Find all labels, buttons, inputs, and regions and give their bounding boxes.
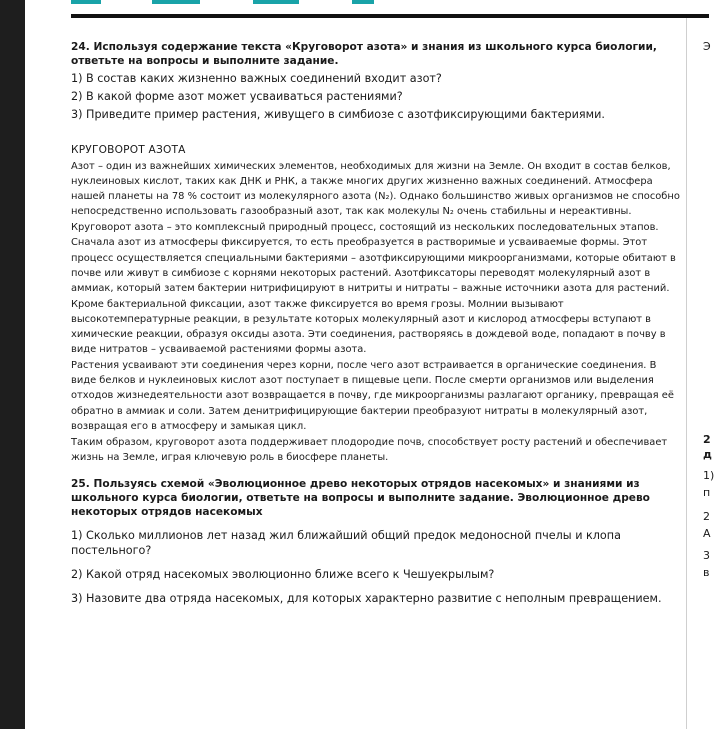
- right-fragment: Э: [703, 40, 711, 53]
- task-25-title: 25. Пользуясь схемой «Эволюционное древо некоторых отрядов насекомых» и знаниями из школьного курса биологии, ответьте на вопросы и выполните задание. Эволюционное древо некоторых отрядов насекомых: [71, 477, 650, 518]
- text-paragraph: Таким образом, круговорот азота поддерживает плодородие почв, способствует росту растений и обеспечивает жизнь на Земле, играя ключевую роль в биосфере планеты.: [71, 436, 668, 463]
- right-fragment: 2: [703, 433, 711, 446]
- task-24-question-3: 3) Приведите пример растения, живущего в симбиозе с азотфиксирующими бактериями.: [71, 108, 605, 121]
- right-column-cutoff: [703, 40, 714, 729]
- teal-accent-bar: [352, 0, 374, 4]
- teal-accent-bar: [71, 0, 101, 4]
- task-24-question-1: 1) В состав каких жизненно важных соединений входит азот?: [71, 72, 442, 85]
- text-paragraph: Азот – один из важнейших химических элементов, необходимых для жизни на Земле. Он входит в состав белков, нуклеиновых кислот, таких как ДНК и РНК, а также многих других жизненно важных соединений. Атмосфера нашей планеты на 78 % состоит из молекулярного азота (N₂). Однако большинство живых организмов не способно непосредственно использовать газообразный азот, так как молекулы N₂ очень стабильны и нереактивны.: [71, 161, 680, 218]
- task-24-title: 24. Используя содержание текста «Круговорот азота» и знания из школьного курса биологии, ответьте на вопросы и выполните задание.: [71, 41, 657, 67]
- right-fragment: д: [703, 448, 712, 461]
- text-paragraph: Кроме бактериальной фиксации, азот также фиксируется во время грозы. Молнии вызывают высокотемпературные реакции, в результате которых молекулярный азот и кислород атмосферы вступают в химические реакции, образуя оксиды азота. Эти соединения, растворяясь в дождевой воде, попадают в почву в виде нитратов – усваиваемой растениями формы азота.: [71, 298, 666, 356]
- worksheet-main-column: [71, 40, 681, 606]
- task-25-question-1: 1) Сколько миллионов лет назад жил ближайший общий предок медоносной пчелы и клопа постельного?: [71, 528, 621, 557]
- right-fragment: п: [703, 486, 711, 499]
- teal-accent-bar: [152, 0, 200, 4]
- text-paragraph: Круговорот азота – это комплексный природный процесс, состоящий из нескольких последовательных этапов. Сначала азот из атмосферы фиксируется, то есть преобразуется в растворимые и усваиваемые формы. Этот процесс осуществляется специальными бактериями – азотфиксирующими микроорганизмами, которые обитают в почве или живут в симбиозе с корнями некоторых растений. Азотфиксаторы переводят молекулярный азот в аммиак, который затем бактерии нитрифицируют в нитриты и нитраты – важные источники азота для растений.: [71, 222, 676, 294]
- right-fragment: 1): [703, 469, 714, 482]
- right-fragment: 2: [703, 510, 710, 523]
- right-fragment: в: [703, 566, 710, 579]
- teal-accent-bar: [253, 0, 299, 4]
- top-rule: [71, 14, 709, 18]
- right-fragment: А: [703, 527, 711, 540]
- task-25-question-3: 3) Назовите два отряда насекомых, для которых характерно развитие с неполным превращением.: [71, 591, 662, 605]
- text-paragraph: Растения усваивают эти соединения через корни, после чего азот встраивается в органические соединения. В виде белков и нуклеиновых кислот азот поступает в пищевые цепи. После смерти организмов или выделения отходов жизнедеятельности азот возвращается в почву, где микроорганизмы разлагают органику, превращая её обратно в аммиак и соли. Затем денитрифицирующие бактерии преобразуют нитраты в молекулярный азот, возвращая его в атмосферу и замыкая цикл.: [71, 360, 674, 432]
- left-dark-strip: [0, 0, 25, 729]
- right-fragment: 3: [703, 549, 710, 562]
- text-heading: КРУГОВОРОТ АЗОТА: [71, 144, 186, 156]
- task-24-question-2: 2) В какой форме азот может усваиваться растениями?: [71, 90, 403, 103]
- task-25-question-2: 2) Какой отряд насекомых эволюционно ближе всего к Чешуекрылым?: [71, 567, 495, 581]
- column-divider: [686, 18, 687, 729]
